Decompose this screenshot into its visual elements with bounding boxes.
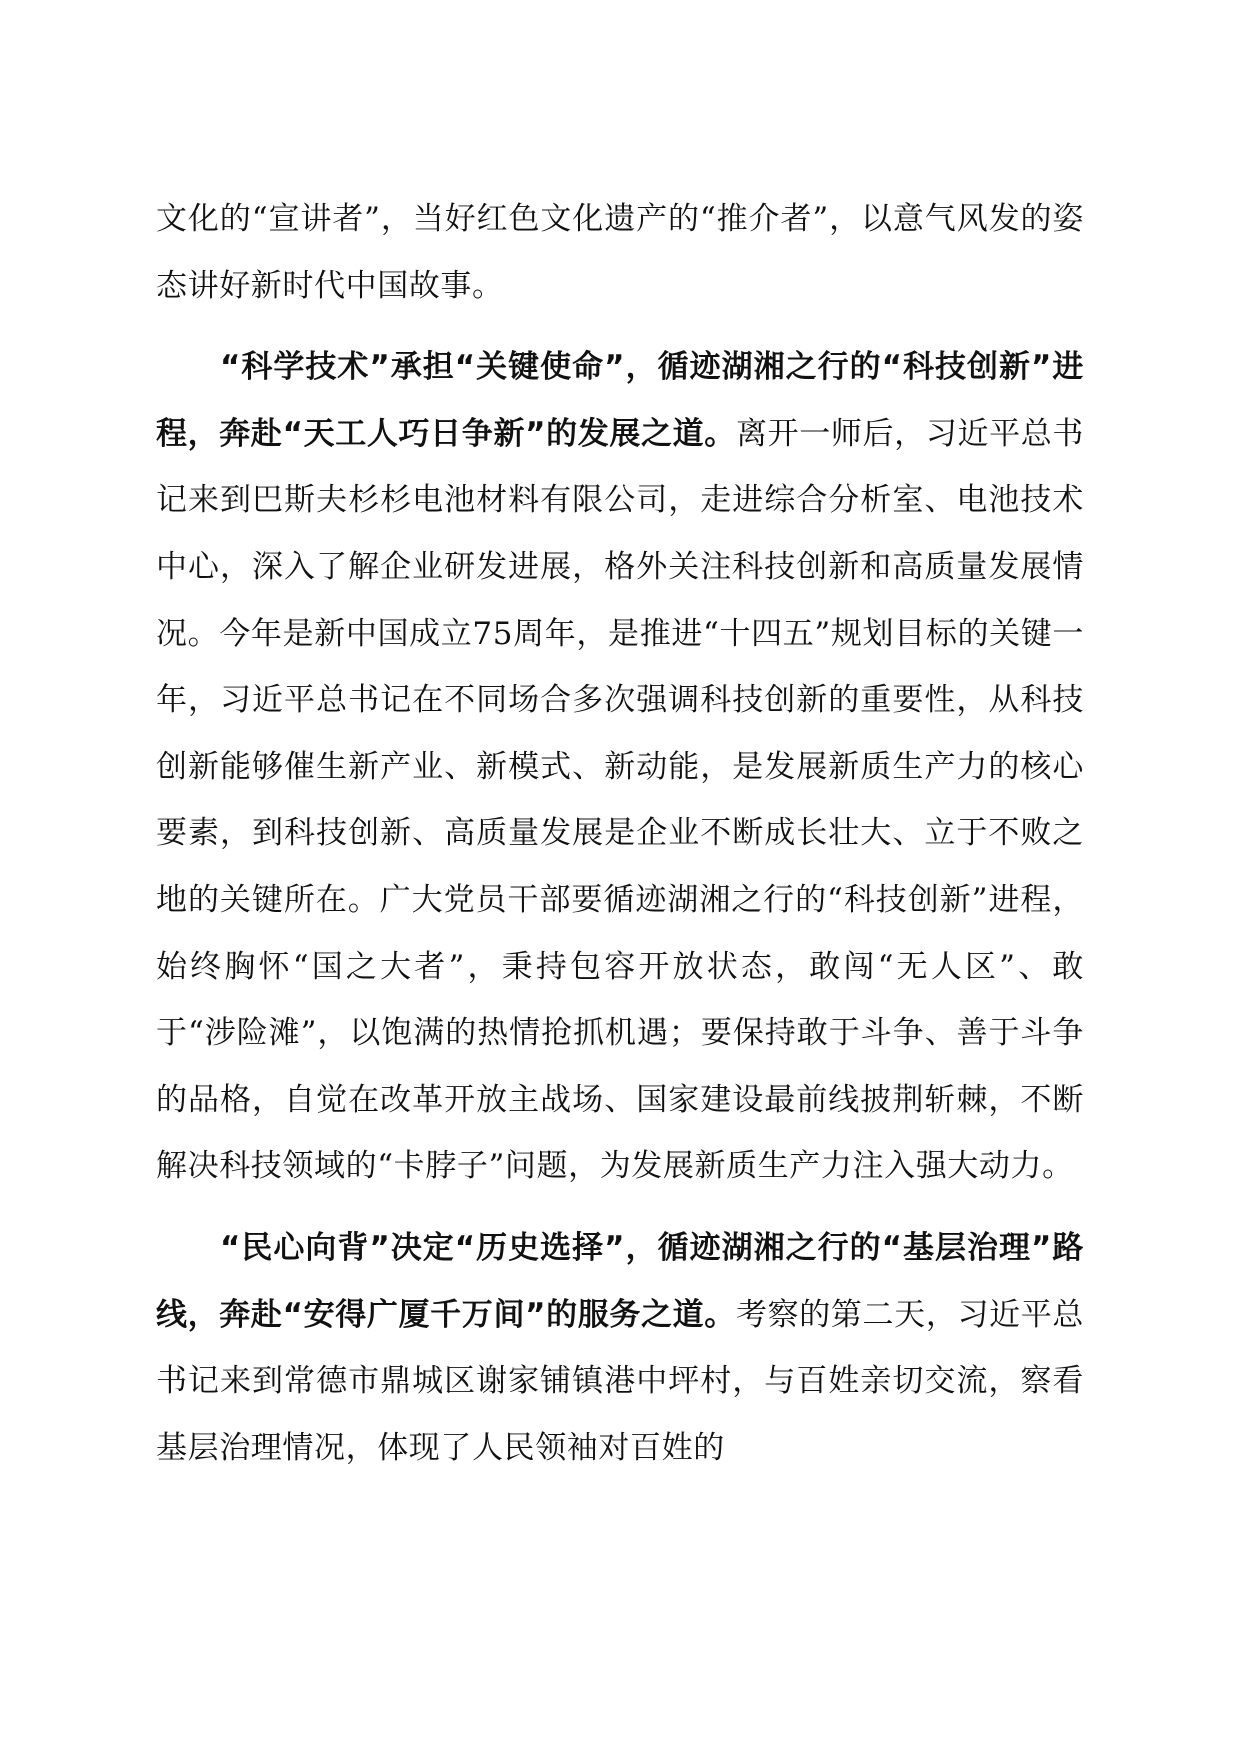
paragraph-2 <box>156 334 1084 1200</box>
paragraph-2-lead: “科学技术”承担“关键使命”，循迹湖湘之行的“科技创新”进程，奔赴“天工人巧日争新”的发展之道。 <box>156 349 1084 452</box>
paragraph-3 <box>156 1215 1084 1481</box>
paragraph-2-body: 离开一师后，习近平总书记来到巴斯夫杉杉电池材料有限公司，走进综合分析室、电池技术中心，深入了解企业研发进展，格外关注科技创新和高质量发展情况。今年是新中国成立75周年，是推进“十四五”规划目标的关键一年，习近平总书记在不同场合多次强调科技创新的重要性，从科技创新能够催生新产业、新模式、新动能，是发展新质生产力的核心要素，到科技创新、高质量发展是企业不断成长壮大、立于不败之地的关键所在。广大党员干部要循迹湖湘之行的“科技创新”进程，始终胸怀“国之大者”，秉持包容开放状态，敢闯“无人区”、敢于“涉险滩”，以饱满的热情抢抓机遇；要保持敢于斗争、善于斗争的品格，自觉在改革开放主战场、国家建设最前线披荆斩棘，不断解决科技领域的“卡脖子”问题，为发展新质生产力注入强大动力。 <box>156 415 1084 1185</box>
paragraph-3-body: 考察的第二天，习近平总书记来到常德市鼎城区谢家铺镇港中坪村，与百姓亲切交流，察看基层治理情况，体现了人民领袖对百姓的 <box>156 1296 1084 1466</box>
paragraph-1 <box>156 186 1084 319</box>
paragraph-3-lead: “民心向背”决定“历史选择”，循迹湖湘之行的“基层治理”路线，奔赴“安得广厦千万间”的服务之道。 <box>156 1229 1084 1333</box>
paragraph-1-body: 文化的“宣讲者”，当好红色文化遗产的“推介者”，以意气风发的姿态讲好新时代中国故事。 <box>156 201 1084 304</box>
document-page <box>156 186 1084 1481</box>
